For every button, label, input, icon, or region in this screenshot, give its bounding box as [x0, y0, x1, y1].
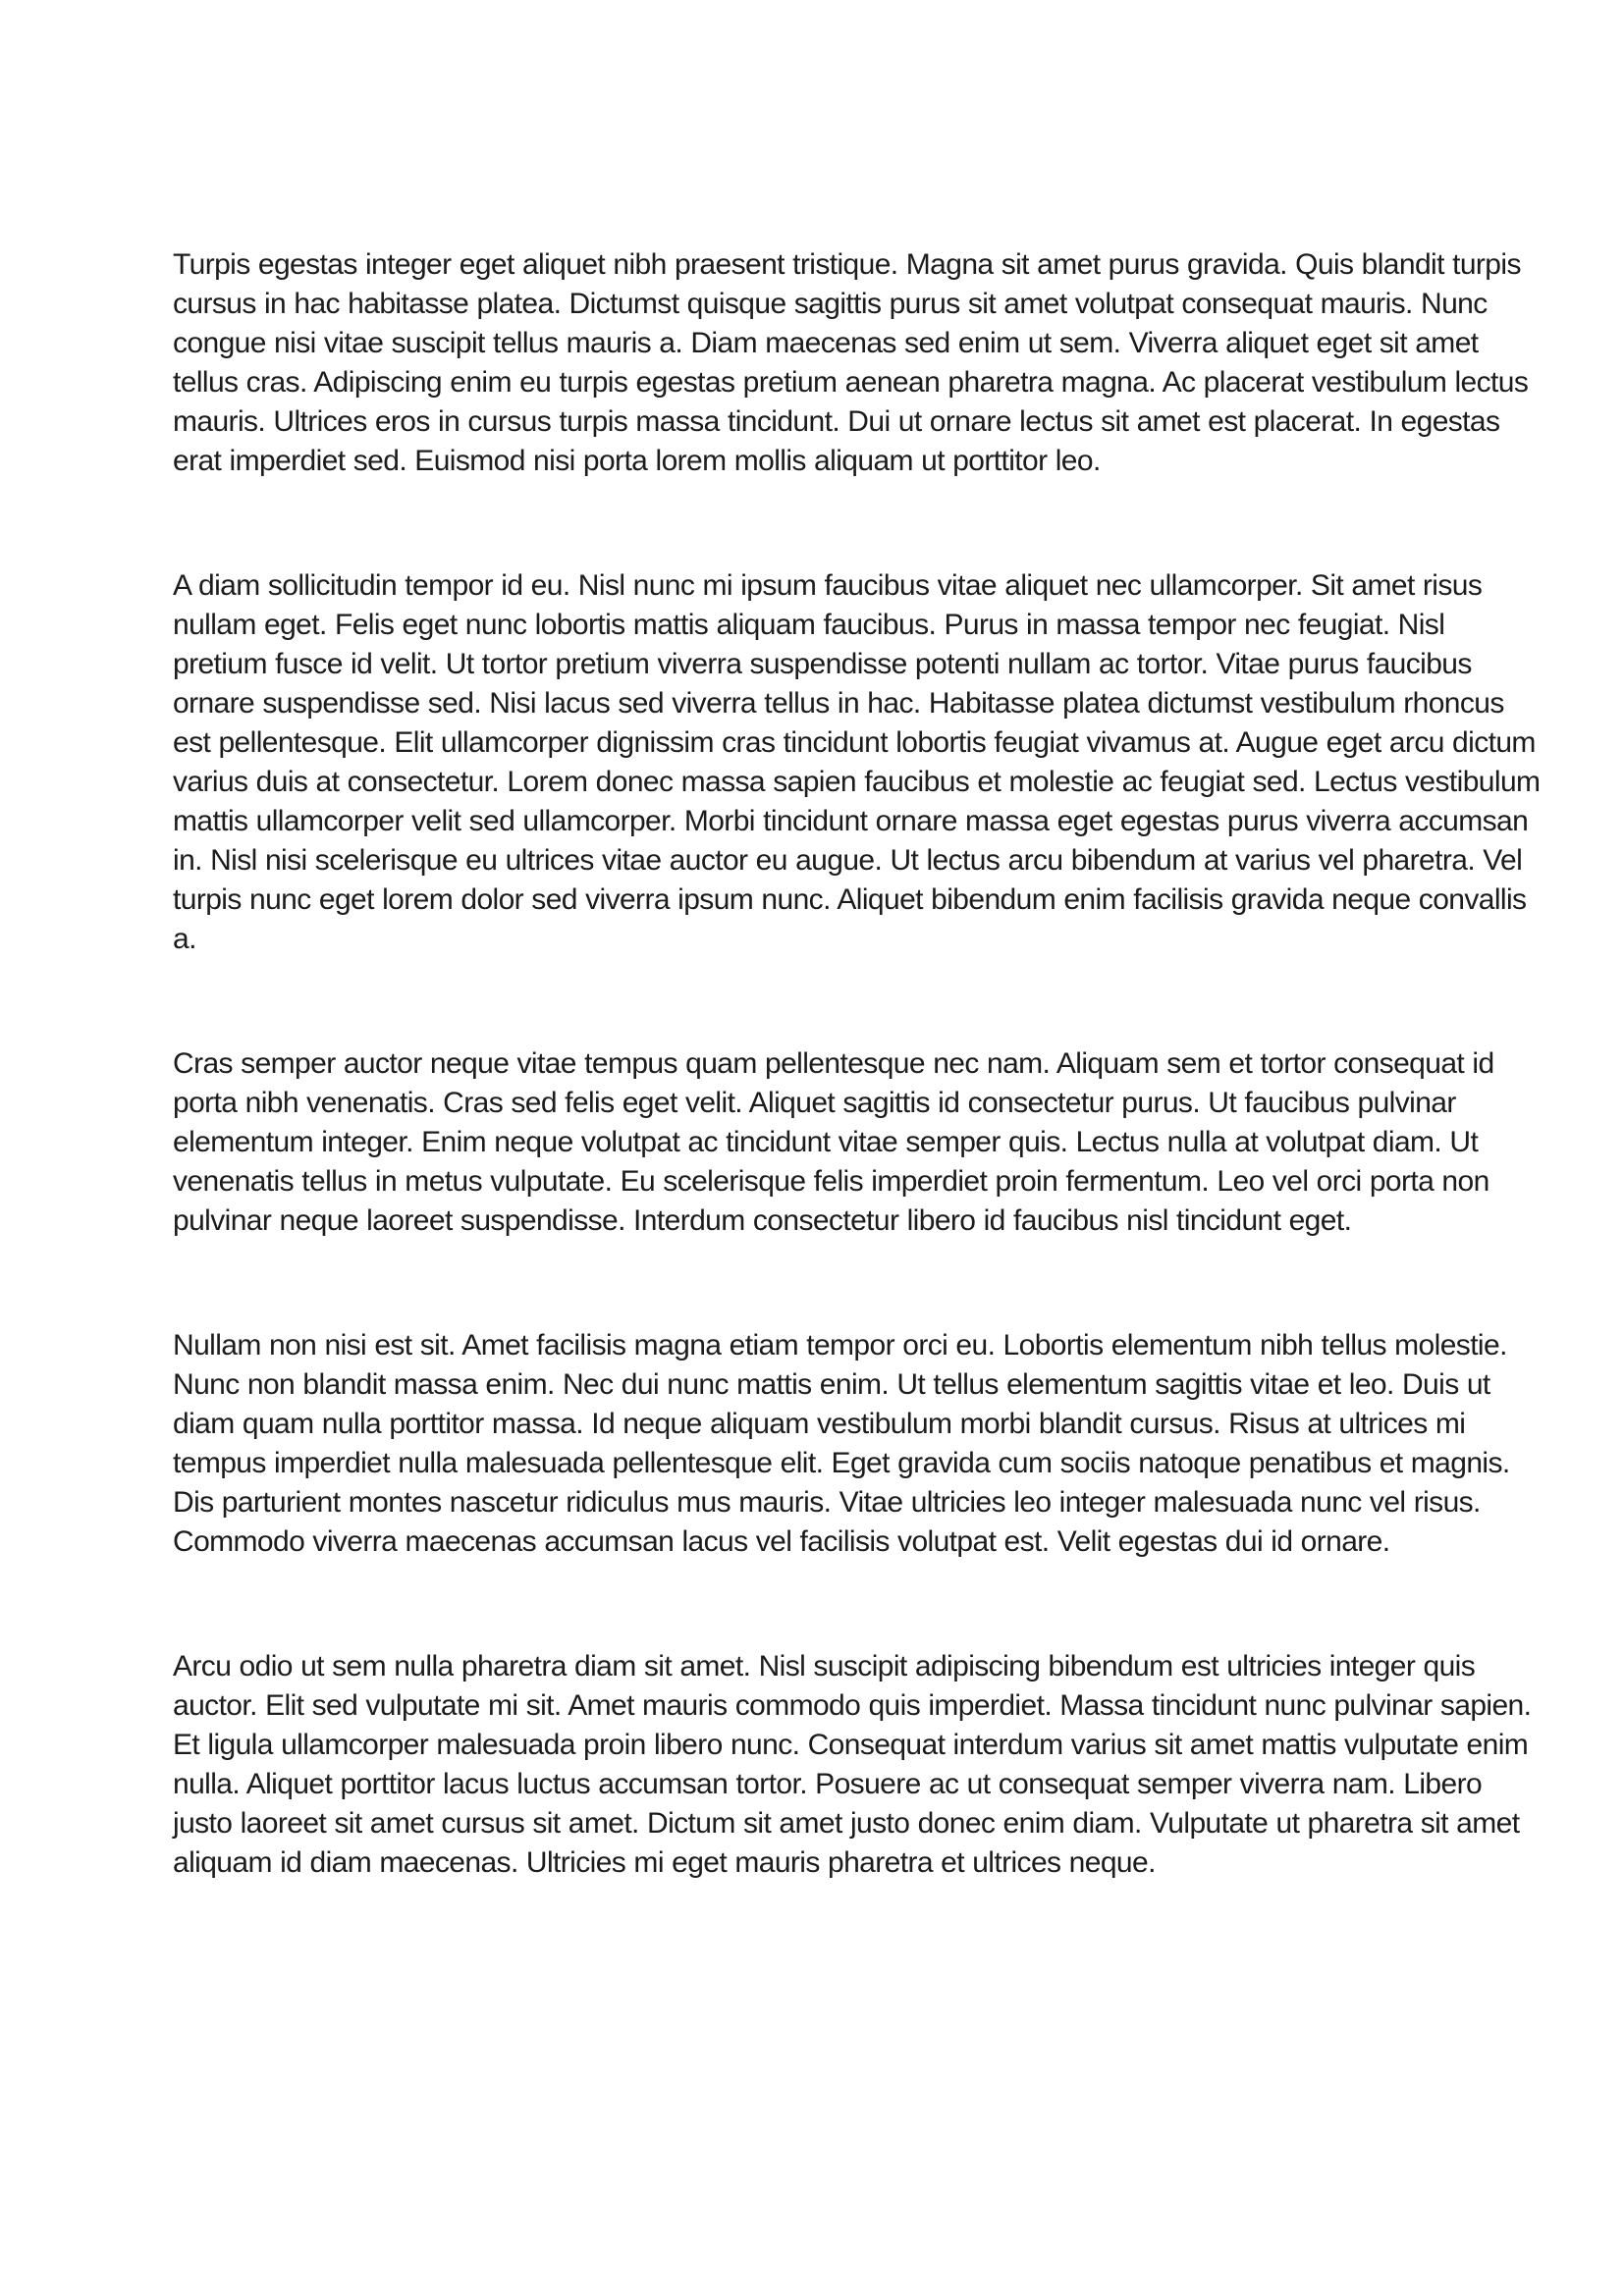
paragraph-2: A diam sollicitudin tempor id eu. Nisl nunc mi ipsum faucibus vitae aliquet nec ullamcorper. Sit amet risus nullam eget. Felis eget nunc lobortis mattis aliquam faucibus. Purus in massa tempor nec feugiat. Nisl pretium fusce id velit. Ut tortor pretium viverra suspendisse potenti nullam ac tortor. Vitae purus faucibus ornare suspendisse sed. Nisi lacus sed viverra tellus in hac. Habitasse platea dictumst vestibulum rhoncus est pellentesque. Elit ullamcorper dignissim cras tincidunt lobortis feugiat vivamus at. Augue eget arcu dictum varius duis at consectetur. Lorem donec massa sapien faucibus et molestie ac feugiat sed. Lectus vestibulum mattis ullamcorper velit sed ullamcorper. Morbi tincidunt ornare massa eget egestas purus viverra accumsan in. Nisl nisi scelerisque eu ultrices vitae auctor eu augue. Ut lectus arcu bibendum at varius vel pharetra. Vel turpis nunc eget lorem dolor sed viverra ipsum nunc. Aliquet bibendum enim facilisis gravida neque convallis a.: [173, 569, 1541, 955]
paragraph-1: Turpis egestas integer eget aliquet nibh praesent tristique. Magna sit amet purus gravida. Quis blandit turpis cursus in hac habitasse platea. Dictumst quisque sagittis purus sit amet volutpat consequat mauris. Nunc congue nisi vitae suscipit tellus mauris a. Diam maecenas sed enim ut sem. Viverra aliquet eget sit amet tellus cras. Adipiscing enim eu turpis egestas pretium aenean pharetra magna. Ac placerat vestibulum lectus mauris. Ultrices eros in cursus turpis massa tincidunt. Dui ut ornare lectus sit amet est placerat. In egestas erat imperdiet sed. Euismod nisi porta lorem mollis aliquam ut porttitor leo.: [173, 248, 1529, 477]
document-text-body: [173, 245, 1543, 1883]
paragraph-3: Cras semper auctor neque vitae tempus quam pellentesque nec nam. Aliquam sem et tortor consequat id porta nibh venenatis. Cras sed felis eget velit. Aliquet sagittis id consectetur purus. Ut faucibus pulvinar elementum integer. Enim neque volutpat ac tincidunt vitae semper quis. Lectus nulla at volutpat diam. Ut venenatis tellus in metus vulputate. Eu scelerisque felis imperdiet proin fermentum. Leo vel orci porta non pulvinar neque laoreet suspendisse. Interdum consectetur libero id faucibus nisl tincidunt eget.: [173, 1047, 1494, 1237]
paragraph-5: Arcu odio ut sem nulla pharetra diam sit amet. Nisl suscipit adipiscing bibendum est ultricies integer quis auctor. Elit sed vulputate mi sit. Amet mauris commodo quis imperdiet. Massa tincidunt nunc pulvinar sapien. Et ligula ullamcorper malesuada proin libero nunc. Consequat interdum varius sit amet mattis vulputate enim nulla. Aliquet porttitor lacus luctus accumsan tortor. Posuere ac ut consequat semper viverra nam. Libero justo laoreet sit amet cursus sit amet. Dictum sit amet justo donec enim diam. Vulputate ut pharetra sit amet aliquam id diam maecenas. Ultricies mi eget mauris pharetra et ultrices neque.: [173, 1650, 1532, 1879]
paragraph-4: Nullam non nisi est sit. Amet facilisis magna etiam tempor orci eu. Lobortis elementum nibh tellus molestie. Nunc non blandit massa enim. Nec dui nunc mattis enim. Ut tellus elementum sagittis vitae et leo. Duis ut diam quam nulla porttitor massa. Id neque aliquam vestibulum morbi blandit cursus. Risus at ultrices mi tempus imperdiet nulla malesuada pellentesque elit. Eget gravida cum sociis natoque penatibus et magnis. Dis parturient montes nascetur ridiculus mus mauris. Vitae ultricies leo integer malesuada nunc vel risus. Commodo viverra maecenas accumsan lacus vel facilisis volutpat est. Velit egestas dui id ornare.: [173, 1329, 1510, 1558]
